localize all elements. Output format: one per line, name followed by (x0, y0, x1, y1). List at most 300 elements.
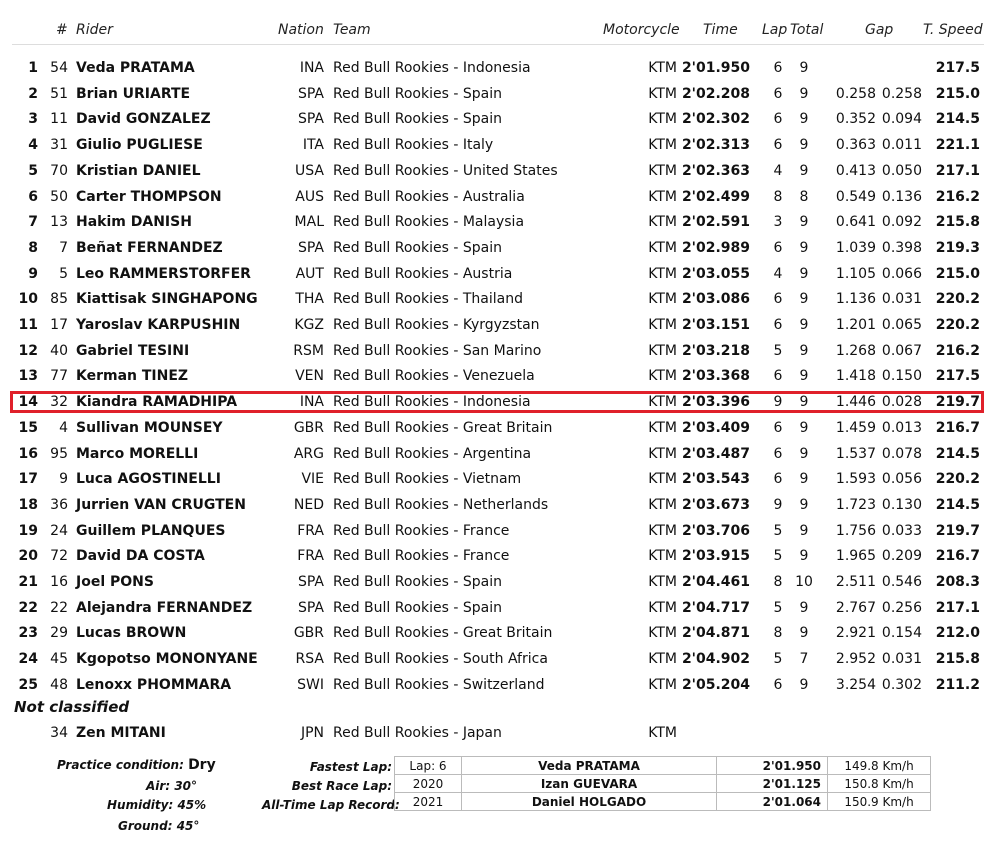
air-value: 30° (174, 779, 198, 793)
cell-gap2: 0.028 (881, 394, 922, 411)
record-label-alltime: All-Time Lap Record: (262, 798, 400, 812)
cell-gap2: 0.094 (881, 111, 922, 128)
cell-num: 36 (50, 496, 68, 513)
cell-gap1: 0.258 (835, 85, 876, 102)
cell-team: Red Bull Rookies - Switzerland (333, 676, 545, 693)
cell-pos: 11 (18, 317, 38, 333)
cell-moto: KTM (648, 548, 677, 565)
cell-pos: 12 (18, 342, 38, 359)
cell-num: 50 (50, 188, 68, 205)
cell-speed: 208.3 (935, 574, 980, 590)
cell-gap2: 0.256 (881, 599, 922, 616)
cell-speed: 214.5 (935, 445, 980, 462)
cell-gap1: 1.537 (835, 445, 876, 462)
table-row (0, 647, 1000, 671)
table-row (0, 673, 1000, 697)
table-row (0, 339, 1000, 363)
cell-speed: 219.3 (935, 239, 980, 256)
table-row (0, 185, 1000, 209)
cell-pos: 7 (28, 214, 38, 231)
cell-num: 7 (59, 239, 68, 256)
cell-nation: RSM (293, 342, 324, 359)
cell-lap: 6 (773, 676, 783, 693)
cell-nation: AUT (295, 265, 324, 282)
cell-team: Red Bull Rookies - Spain (333, 574, 502, 590)
cell-nation: SPA (297, 111, 324, 128)
cell-time: 2'03.368 (681, 368, 750, 385)
cell-gap1: 0.641 (835, 214, 876, 231)
record-rider: Veda PRATAMA (462, 757, 717, 775)
table-row (0, 721, 1000, 745)
cell-rider: Lucas BROWN (76, 625, 187, 642)
cell-total: 9 (799, 496, 809, 513)
cell-nation: ITA (302, 137, 324, 154)
table-row (0, 262, 1000, 286)
record-time: 2'01.064 (717, 793, 828, 811)
cell-pos: 4 (28, 137, 38, 154)
cell-speed: 220.2 (935, 291, 980, 308)
header-tspeed: T. Speed (923, 22, 983, 38)
cell-team: Red Bull Rookies - France (333, 522, 510, 539)
record-col1: Lap: 6 (395, 757, 462, 775)
record-speed: 150.8 Km/h (828, 775, 931, 793)
cell-time: 2'03.151 (681, 317, 750, 333)
cell-moto: KTM (648, 137, 677, 154)
cell-rider: Luca AGOSTINELLI (76, 471, 221, 488)
cell-team: Red Bull Rookies - Great Britain (333, 419, 553, 436)
cell-lap: 6 (773, 137, 783, 154)
practice-condition-value: Dry (188, 757, 216, 773)
header-nation: Nation (278, 22, 324, 38)
cell-moto: KTM (648, 419, 677, 436)
air-label: Air: (146, 779, 171, 793)
cell-lap: 8 (773, 625, 783, 642)
cell-gap2: 0.067 (881, 342, 922, 359)
cell-time: 2'03.543 (681, 471, 750, 488)
ground-temp (118, 819, 199, 833)
cell-gap2: 0.136 (881, 188, 922, 205)
cell-gap1: 1.459 (835, 419, 876, 436)
record-col1: 2021 (395, 793, 462, 811)
cell-pos: 17 (18, 471, 38, 488)
cell-speed: 221.1 (935, 137, 980, 154)
cell-moto: KTM (648, 676, 677, 693)
header-team: Team (333, 22, 371, 38)
cell-rider: Joel PONS (76, 574, 154, 590)
cell-rider: Giulio PUGLIESE (76, 137, 203, 154)
cell-gap2: 0.302 (881, 676, 922, 693)
cell-pos: 25 (18, 676, 38, 693)
cell-nation: INA (299, 60, 324, 76)
cell-time: 2'02.591 (681, 214, 750, 231)
cell-moto: KTM (648, 291, 677, 308)
cell-team: Red Bull Rookies - Japan (333, 725, 502, 741)
cell-rider: Zen MITANI (76, 725, 166, 741)
cell-moto: KTM (648, 496, 677, 513)
cell-speed: 219.7 (935, 394, 980, 411)
cell-pos: 15 (18, 419, 38, 436)
cell-rider: David DA COSTA (76, 548, 205, 565)
cell-lap: 3 (773, 214, 783, 231)
cell-pos: 10 (18, 291, 38, 308)
cell-pos: 5 (28, 162, 38, 179)
record-rider: Izan GUEVARA (462, 775, 717, 793)
cell-gap1: 3.254 (835, 676, 876, 693)
cell-moto: KTM (648, 162, 677, 179)
cell-total: 9 (799, 676, 809, 693)
record-label-best: Best Race Lap: (291, 779, 392, 793)
cell-team: Red Bull Rookies - South Africa (333, 651, 548, 668)
cell-lap: 8 (773, 574, 783, 590)
header-motorcycle: Motorcycle (603, 22, 680, 38)
cell-team: Red Bull Rookies - Vietnam (333, 471, 522, 488)
cell-gap1: 1.105 (835, 265, 876, 282)
cell-lap: 6 (773, 471, 783, 488)
cell-rider: Guillem PLANQUES (76, 522, 226, 539)
cell-nation: INA (299, 394, 324, 411)
cell-team: Red Bull Rookies - Thailand (333, 291, 523, 308)
table-row (0, 133, 1000, 157)
cell-pos: 20 (18, 548, 38, 565)
cell-gap1: 2.952 (835, 651, 876, 668)
cell-lap: 6 (773, 368, 783, 385)
air-temp (146, 779, 197, 793)
cell-lap: 6 (773, 111, 783, 128)
cell-moto: KTM (648, 85, 677, 102)
cell-time: 2'04.461 (681, 574, 750, 590)
cell-moto: KTM (648, 368, 677, 385)
record-speed: 150.9 Km/h (828, 793, 931, 811)
cell-speed: 215.8 (935, 651, 980, 668)
cell-team: Red Bull Rookies - Argentina (333, 445, 532, 462)
cell-gap2: 0.154 (881, 625, 922, 642)
cell-num: 22 (50, 599, 68, 616)
cell-nation: FRA (297, 522, 324, 539)
cell-lap: 5 (773, 522, 783, 539)
humidity-label: Humidity: (107, 798, 174, 812)
table-row (0, 416, 1000, 440)
cell-time: 2'02.499 (681, 188, 750, 205)
record-speed: 149.8 Km/h (828, 757, 931, 775)
record-label-fastest: Fastest Lap: (309, 760, 392, 774)
cell-gap1: 0.363 (835, 137, 876, 154)
cell-gap2: 0.065 (881, 317, 922, 333)
record-row (395, 793, 931, 811)
cell-total: 9 (799, 471, 809, 488)
cell-speed: 215.0 (935, 265, 980, 282)
cell-time: 2'02.363 (681, 162, 750, 179)
cell-pos: 18 (18, 496, 38, 513)
cell-rider: Brian URIARTE (76, 85, 191, 102)
cell-rider: Kiattisak SINGHAPONG (76, 291, 258, 308)
table-row (0, 210, 1000, 234)
cell-time: 2'02.989 (681, 239, 750, 256)
cell-total: 9 (799, 137, 809, 154)
cell-speed: 211.2 (935, 676, 980, 693)
cell-lap: 6 (773, 445, 783, 462)
cell-pos: 16 (18, 445, 38, 462)
cell-gap1: 1.136 (835, 291, 876, 308)
cell-total: 9 (799, 60, 809, 76)
cell-pos: 21 (18, 574, 38, 590)
cell-gap2: 0.130 (881, 496, 922, 513)
cell-gap1: 1.201 (835, 317, 876, 333)
cell-nation: AUS (295, 188, 324, 205)
cell-rider: Kerman TINEZ (76, 368, 189, 385)
table-row (0, 56, 1000, 80)
cell-num: 51 (50, 85, 68, 102)
cell-gap2: 0.546 (881, 574, 922, 590)
table-row (0, 364, 1000, 388)
cell-gap1: 1.756 (835, 522, 876, 539)
cell-time: 2'03.706 (681, 522, 750, 539)
cell-pos: 2 (28, 85, 38, 102)
cell-nation: SWI (297, 676, 324, 693)
cell-lap: 6 (773, 291, 783, 308)
cell-lap: 6 (773, 239, 783, 256)
cell-nation: KGZ (294, 317, 324, 333)
table-row (0, 442, 1000, 466)
cell-team: Red Bull Rookies - United States (333, 162, 558, 179)
cell-total: 9 (799, 111, 809, 128)
cell-moto: KTM (648, 625, 677, 642)
cell-time: 2'03.409 (681, 419, 750, 436)
cell-num: 85 (50, 291, 68, 308)
cell-speed: 217.5 (935, 368, 980, 385)
cell-total: 8 (799, 188, 809, 205)
cell-time: 2'04.902 (681, 651, 750, 668)
cell-total: 9 (799, 265, 809, 282)
cell-pos: 13 (18, 368, 38, 385)
cell-num: 54 (50, 60, 68, 76)
cell-num: 31 (50, 137, 68, 154)
cell-gap2: 0.050 (881, 162, 922, 179)
cell-nation: JPN (300, 725, 324, 741)
cell-rider: Kristian DANIEL (76, 162, 201, 179)
cell-rider: Gabriel TESINI (76, 342, 190, 359)
cell-gap2: 0.258 (881, 85, 922, 102)
cell-speed: 212.0 (935, 625, 980, 642)
cell-total: 7 (799, 651, 809, 668)
cell-num: 11 (50, 111, 68, 128)
cell-team: Red Bull Rookies - France (333, 548, 510, 565)
cell-nation: USA (295, 162, 324, 179)
cell-lap: 6 (773, 60, 783, 76)
header-gap: Gap (865, 22, 894, 38)
cell-gap1: 2.511 (835, 574, 876, 590)
header-time: Time (703, 22, 738, 38)
cell-nation: SPA (297, 85, 324, 102)
cell-lap: 6 (773, 85, 783, 102)
cell-num: 29 (50, 625, 68, 642)
table-header (0, 22, 1000, 42)
cell-team: Red Bull Rookies - Australia (333, 188, 525, 205)
cell-gap2: 0.031 (881, 651, 922, 668)
table-row (0, 519, 1000, 543)
cell-num: 48 (50, 676, 68, 693)
cell-moto: KTM (648, 265, 677, 282)
cell-speed: 216.2 (935, 342, 980, 359)
practice-condition-label: Practice condition: (57, 758, 184, 772)
record-col1: 2020 (395, 775, 462, 793)
cell-nation: FRA (297, 548, 324, 565)
cell-speed: 215.8 (935, 214, 980, 231)
cell-total: 9 (799, 291, 809, 308)
cell-pos: 24 (18, 651, 38, 668)
cell-gap2: 0.013 (881, 419, 922, 436)
cell-time: 2'03.396 (681, 394, 750, 411)
cell-gap1: 1.418 (835, 368, 876, 385)
cell-gap2: 0.092 (881, 214, 922, 231)
cell-moto: KTM (648, 342, 677, 359)
cell-num: 9 (59, 471, 68, 488)
cell-gap1: 1.268 (835, 342, 876, 359)
cell-gap1: 1.593 (835, 471, 876, 488)
cell-speed: 217.5 (935, 60, 980, 76)
cell-rider: Leo RAMMERSTORFER (76, 265, 251, 282)
cell-rider: Yaroslav KARPUSHIN (76, 317, 241, 333)
cell-time: 2'02.313 (681, 137, 750, 154)
ground-value: 45° (176, 819, 200, 833)
table-row (0, 236, 1000, 260)
cell-gap2: 0.031 (881, 291, 922, 308)
cell-num: 24 (50, 522, 68, 539)
cell-rider: Jurrien VAN CRUGTEN (76, 496, 246, 513)
cell-total: 9 (799, 419, 809, 436)
humidity (107, 798, 206, 812)
cell-lap: 5 (773, 651, 783, 668)
cell-total: 9 (799, 625, 809, 642)
cell-num: 5 (59, 265, 68, 282)
table-row (0, 544, 1000, 568)
cell-moto: KTM (648, 317, 677, 333)
cell-team: Red Bull Rookies - Spain (333, 599, 502, 616)
cell-rider: Carter THOMPSON (76, 188, 222, 205)
cell-nation: MAL (294, 214, 324, 231)
cell-rider: Beñat FERNANDEZ (76, 239, 223, 256)
table-row (0, 596, 1000, 620)
cell-moto: KTM (648, 60, 677, 76)
cell-pos: 1 (28, 60, 38, 76)
cell-gap2: 0.011 (881, 137, 922, 154)
cell-speed: 216.7 (935, 419, 980, 436)
cell-lap: 6 (773, 317, 783, 333)
cell-moto: KTM (648, 471, 677, 488)
cell-team: Red Bull Rookies - Spain (333, 85, 502, 102)
cell-pos: 3 (28, 111, 38, 128)
cell-moto: KTM (648, 214, 677, 231)
records-table (394, 756, 931, 811)
header-rider: Rider (76, 22, 113, 38)
cell-rider: Veda PRATAMA (76, 60, 195, 76)
cell-nation: ARG (293, 445, 324, 462)
table-row (0, 621, 1000, 645)
cell-num: 45 (50, 651, 68, 668)
cell-pos: 6 (28, 188, 38, 205)
cell-time: 2'01.950 (681, 60, 750, 76)
cell-lap: 6 (773, 419, 783, 436)
cell-time: 2'03.055 (681, 265, 750, 282)
table-row (0, 570, 1000, 594)
cell-gap2: 0.033 (881, 522, 922, 539)
cell-total: 9 (799, 85, 809, 102)
table-row (0, 313, 1000, 337)
cell-time: 2'02.208 (681, 85, 750, 102)
cell-team: Red Bull Rookies - Venezuela (333, 368, 535, 385)
cell-nation: GBR (293, 419, 324, 436)
cell-speed: 220.2 (935, 317, 980, 333)
cell-gap1: 0.413 (835, 162, 876, 179)
cell-team: Red Bull Rookies - Austria (333, 265, 513, 282)
cell-nation: SPA (297, 574, 324, 590)
record-row (395, 775, 931, 793)
cell-team: Red Bull Rookies - Netherlands (333, 496, 549, 513)
cell-total: 9 (799, 239, 809, 256)
cell-rider: Marco MORELLI (76, 445, 199, 462)
cell-pos: 23 (18, 625, 38, 642)
cell-time: 2'04.717 (681, 599, 750, 616)
cell-team: Red Bull Rookies - Indonesia (333, 394, 531, 411)
cell-total: 9 (799, 342, 809, 359)
cell-time: 2'05.204 (681, 676, 750, 693)
cell-num: 72 (50, 548, 68, 565)
cell-lap: 9 (773, 394, 783, 411)
cell-team: Red Bull Rookies - Italy (333, 137, 494, 154)
cell-pos: 22 (18, 599, 38, 616)
cell-team: Red Bull Rookies - Spain (333, 111, 502, 128)
cell-lap: 4 (773, 265, 783, 282)
cell-time: 2'02.302 (681, 111, 750, 128)
cell-rider: Sullivan MOUNSEY (76, 419, 223, 436)
cell-num: 34 (50, 725, 68, 741)
highlight-box (10, 391, 984, 413)
cell-gap2: 0.078 (881, 445, 922, 462)
cell-lap: 5 (773, 548, 783, 565)
cell-speed: 219.7 (935, 522, 980, 539)
cell-gap1: 1.039 (835, 239, 876, 256)
cell-lap: 4 (773, 162, 783, 179)
cell-team: Red Bull Rookies - Malaysia (333, 214, 525, 231)
cell-team: Red Bull Rookies - San Marino (333, 342, 542, 359)
cell-moto: KTM (648, 522, 677, 539)
cell-total: 9 (799, 162, 809, 179)
cell-nation: SPA (297, 239, 324, 256)
cell-rider: David GONZALEZ (76, 111, 211, 128)
cell-num: 4 (59, 419, 68, 436)
cell-num: 13 (50, 214, 68, 231)
cell-total: 9 (799, 394, 809, 411)
cell-lap: 9 (773, 496, 783, 513)
cell-num: 40 (50, 342, 68, 359)
cell-gap2: 0.398 (881, 239, 922, 256)
cell-team: Red Bull Rookies - Spain (333, 239, 502, 256)
cell-team: Red Bull Rookies - Great Britain (333, 625, 553, 642)
record-time: 2'01.125 (717, 775, 828, 793)
cell-num: 95 (50, 445, 68, 462)
cell-rider: Hakim DANISH (76, 214, 192, 231)
cell-num: 32 (50, 394, 68, 411)
cell-nation: VEN (295, 368, 324, 385)
cell-team: Red Bull Rookies - Indonesia (333, 60, 531, 76)
cell-gap1: 0.549 (835, 188, 876, 205)
cell-gap2: 0.066 (881, 265, 922, 282)
cell-speed: 217.1 (935, 599, 980, 616)
cell-pos: 19 (18, 522, 38, 539)
cell-gap1: 1.446 (835, 394, 876, 411)
cell-moto: KTM (648, 725, 677, 741)
cell-gap1: 2.767 (835, 599, 876, 616)
table-row (0, 107, 1000, 131)
